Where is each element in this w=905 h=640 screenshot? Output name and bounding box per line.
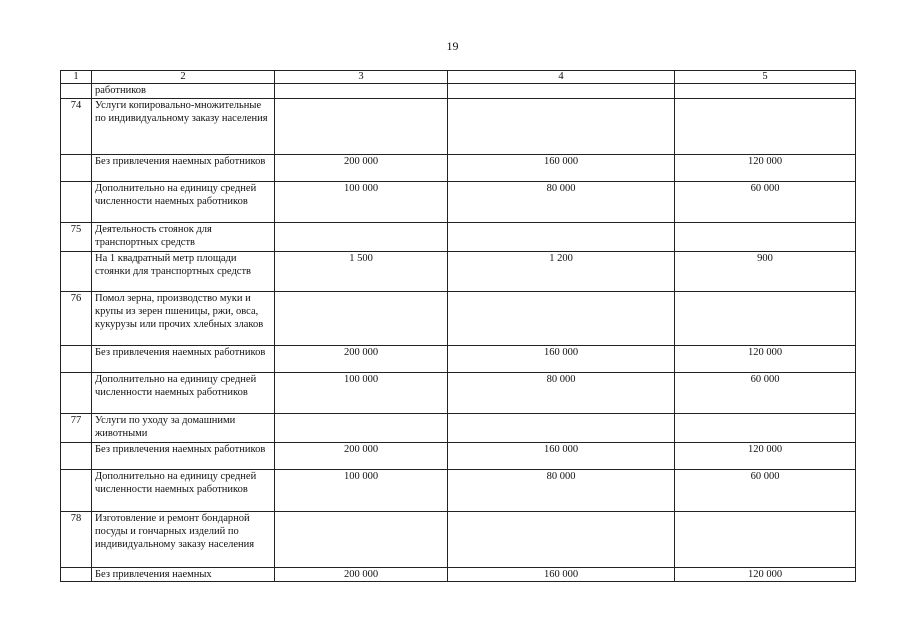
table-row xyxy=(61,182,856,223)
col4-value xyxy=(448,84,675,99)
table-row xyxy=(61,292,856,346)
row-number xyxy=(61,182,92,223)
col3-value xyxy=(275,223,448,252)
row-label: Помол зерна, производство муки и крупы из зерен пшеницы, ржи, овса, кукурузы или прочих хлебных злаков xyxy=(92,292,275,346)
table-row xyxy=(61,568,856,582)
col3-value xyxy=(275,292,448,346)
col3-value: 200 000 xyxy=(275,346,448,373)
col5-value: 120 000 xyxy=(675,346,856,373)
table-row xyxy=(61,155,856,182)
row-number: 77 xyxy=(61,414,92,443)
col5-value: 120 000 xyxy=(675,155,856,182)
col4-value xyxy=(448,512,675,568)
row-label: На 1 квадратный метр площади стоянки для транспортных средств xyxy=(92,252,275,292)
col5-value: 900 xyxy=(675,252,856,292)
row-label: Без привлечения наемных работников xyxy=(92,443,275,470)
col4-value: 1 200 xyxy=(448,252,675,292)
col4-value xyxy=(448,99,675,155)
col4-value: 80 000 xyxy=(448,182,675,223)
col3-value: 1 500 xyxy=(275,252,448,292)
col5-value: 120 000 xyxy=(675,568,856,582)
col4-value: 160 000 xyxy=(448,443,675,470)
header-cell-5: 5 xyxy=(675,71,856,84)
col3-value: 100 000 xyxy=(275,182,448,223)
col3-value: 200 000 xyxy=(275,155,448,182)
header-row xyxy=(61,71,856,84)
table-row xyxy=(61,373,856,414)
col5-value xyxy=(675,84,856,99)
table-row xyxy=(61,346,856,373)
col4-value: 160 000 xyxy=(448,155,675,182)
row-label: Деятельность стоянок для транспортных средств xyxy=(92,223,275,252)
header-cell-2: 2 xyxy=(92,71,275,84)
tariff-table xyxy=(60,70,856,582)
col4-value: 80 000 xyxy=(448,373,675,414)
col5-value: 60 000 xyxy=(675,373,856,414)
row-label: Без привлечения наемных xyxy=(92,568,275,582)
col4-value: 160 000 xyxy=(448,346,675,373)
col4-value: 160 000 xyxy=(448,568,675,582)
table-row xyxy=(61,252,856,292)
col5-value xyxy=(675,99,856,155)
table-row xyxy=(61,443,856,470)
row-number xyxy=(61,568,92,582)
col3-value: 100 000 xyxy=(275,470,448,512)
row-label: Услуги по уходу за домашними животными xyxy=(92,414,275,443)
row-label: Услуги копировально-множительные по индивидуальному заказу населения xyxy=(92,99,275,155)
row-number xyxy=(61,84,92,99)
row-number: 76 xyxy=(61,292,92,346)
table-row xyxy=(61,223,856,252)
col3-value xyxy=(275,512,448,568)
col5-value xyxy=(675,223,856,252)
row-label: Изготовление и ремонт бондарной посуды и гончарных изделий по индивидуальному заказу населения xyxy=(92,512,275,568)
table-row xyxy=(61,512,856,568)
row-number xyxy=(61,155,92,182)
row-number: 75 xyxy=(61,223,92,252)
row-number xyxy=(61,443,92,470)
row-number xyxy=(61,252,92,292)
col5-value: 120 000 xyxy=(675,443,856,470)
col3-value: 200 000 xyxy=(275,568,448,582)
col4-value: 80 000 xyxy=(448,470,675,512)
col5-value xyxy=(675,292,856,346)
col4-value xyxy=(448,414,675,443)
row-label: работников xyxy=(92,84,275,99)
col3-value: 100 000 xyxy=(275,373,448,414)
row-label: Дополнительно на единицу средней численности наемных работников xyxy=(92,373,275,414)
col5-value: 60 000 xyxy=(675,182,856,223)
row-number: 74 xyxy=(61,99,92,155)
table-row xyxy=(61,470,856,512)
header-cell-4: 4 xyxy=(448,71,675,84)
row-number xyxy=(61,373,92,414)
col3-value: 200 000 xyxy=(275,443,448,470)
row-label: Без привлечения наемных работников xyxy=(92,155,275,182)
header-cell-3: 3 xyxy=(275,71,448,84)
page-number: 19 xyxy=(446,39,459,53)
table-row xyxy=(61,414,856,443)
row-label: Дополнительно на единицу средней численности наемных работников xyxy=(92,182,275,223)
col5-value xyxy=(675,512,856,568)
table-row xyxy=(61,84,856,99)
row-number xyxy=(61,346,92,373)
row-number: 78 xyxy=(61,512,92,568)
col4-value xyxy=(448,223,675,252)
col3-value xyxy=(275,414,448,443)
header-cell-1: 1 xyxy=(61,71,92,84)
col5-value: 60 000 xyxy=(675,470,856,512)
row-number xyxy=(61,470,92,512)
table-row xyxy=(61,99,856,155)
col3-value xyxy=(275,99,448,155)
col4-value xyxy=(448,292,675,346)
row-label: Дополнительно на единицу средней численности наемных работников xyxy=(92,470,275,512)
col5-value xyxy=(675,414,856,443)
row-label: Без привлечения наемных работников xyxy=(92,346,275,373)
col3-value xyxy=(275,84,448,99)
